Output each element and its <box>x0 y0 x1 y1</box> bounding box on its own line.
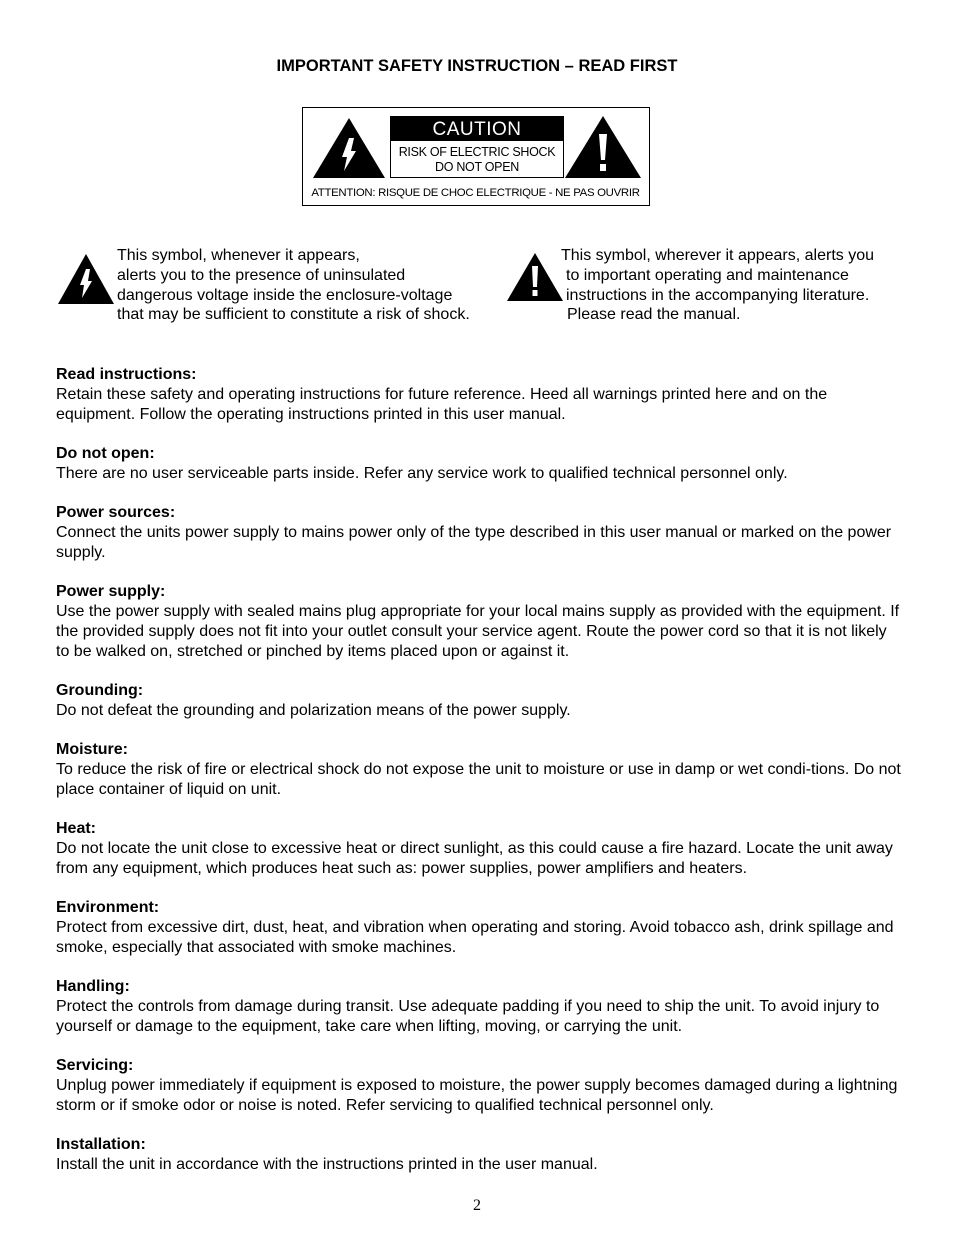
section-body: Do not locate the unit close to excessive heat or direct sunlight, as this could cause a fire hazard. Locate the unit away from any equipment, which produces heat such as: power supplies, power amplifiers and heaters. <box>56 839 893 877</box>
caution-header: CAUTION <box>391 117 563 141</box>
safety-sections <box>56 365 901 1194</box>
description-line: This symbol, wherever it appears, alerts you <box>561 247 875 264</box>
section-servicing <box>56 1056 901 1115</box>
section-power-supply <box>56 582 901 661</box>
section-do-not-open <box>56 444 901 484</box>
exclamation-triangle-icon <box>563 114 643 180</box>
section-heading: Power sources: <box>56 504 176 522</box>
page-number: 2 <box>473 1197 481 1214</box>
section-body: To reduce the risk of fire or electrical shock do not expose the unit to moisture or use in damp or wet condi-tions. Do not place container of liquid on unit. <box>56 760 901 798</box>
lightning-triangle-icon <box>56 252 116 306</box>
caution-center-panel <box>390 116 564 178</box>
section-body: Install the unit in accordance with the instructions printed in the user manual. <box>56 1155 598 1173</box>
section-body: There are no user serviceable parts inside. Refer any service work to qualified technical personnel only. <box>56 464 788 482</box>
section-read-instructions <box>56 365 901 424</box>
section-body: Protect the controls from damage during transit. Use adequate padding if you need to ship the unit. To avoid injury to yourself or damage to the equipment, take care when lifting, moving, or carrying the unit. <box>56 997 880 1035</box>
description-line: Please read the manual. <box>567 306 741 324</box>
section-body: Unplug power immediately if equipment is exposed to moisture, the power supply becomes damaged during a lightning storm or if smoke odor or noise is noted. Refer servicing to qualified technical personnel only. <box>56 1076 898 1114</box>
section-environment <box>56 898 901 957</box>
section-body: Use the power supply with sealed mains plug appropriate for your local mains supply as provided with the equipment. If the provided supply does not fit into your outlet consult your service agent. Route the power cord so that it is not likely to be walked on, stretched or pinched by items placed upon or against it. <box>56 602 900 660</box>
section-heading: Servicing: <box>56 1057 134 1075</box>
section-heading: Moisture: <box>56 741 128 759</box>
section-heat <box>56 819 901 878</box>
section-handling <box>56 977 901 1036</box>
description-line: to important operating and maintenance <box>566 266 849 284</box>
description-line: This symbol, whenever it appears, <box>117 247 360 264</box>
caution-attention-text: ATTENTION: RISQUE DE CHOC ELECTRIQUE - NE PAS OUVRIR <box>311 187 640 199</box>
description-line: dangerous voltage inside the enclosure-voltage <box>117 286 453 304</box>
section-heading: Heat: <box>56 820 97 838</box>
section-heading: Read instructions: <box>56 366 197 383</box>
caution-risk-line-2: DO NOT OPEN <box>435 160 519 174</box>
description-line: alerts you to the presence of uninsulated <box>117 266 406 284</box>
section-body: Do not defeat the grounding and polarization means of the power supply. <box>56 701 571 719</box>
exclamation-triangle-icon <box>505 251 565 303</box>
section-installation <box>56 1135 901 1175</box>
lightning-triangle-icon <box>311 116 387 180</box>
section-heading: Handling: <box>56 978 130 996</box>
section-heading: Do not open: <box>56 444 155 462</box>
section-grounding <box>56 681 901 721</box>
section-heading: Installation: <box>56 1136 146 1154</box>
caution-label <box>302 107 650 206</box>
section-heading: Environment: <box>56 899 160 917</box>
caution-risk-line-1: RISK OF ELECTRIC SHOCK <box>398 145 556 159</box>
description-line: that may be sufficient to constitute a risk of shock. <box>117 306 470 324</box>
section-heading: Power supply: <box>56 583 166 601</box>
section-body: Protect from excessive dirt, dust, heat, and vibration when operating and storing. Avoid tobacco ash, drink spillage and smoke, especially that associated with smoke machines. <box>56 918 894 956</box>
section-heading: Grounding: <box>56 681 144 699</box>
exclamation-symbol-description <box>561 246 874 325</box>
lightning-symbol-description <box>117 246 470 325</box>
section-body: Connect the units power supply to mains power only of the type described in this user manual or marked on the power supply. <box>56 523 892 561</box>
section-moisture <box>56 740 901 799</box>
section-power-sources <box>56 503 901 562</box>
page-title: IMPORTANT SAFETY INSTRUCTION – READ FIRST <box>276 57 678 75</box>
description-line: instructions in the accompanying literature. <box>566 286 870 304</box>
section-body: Retain these safety and operating instructions for future reference. Heed all warnings printed here and on the equipment. Follow the operating instructions printed in this user manual. <box>56 385 828 423</box>
